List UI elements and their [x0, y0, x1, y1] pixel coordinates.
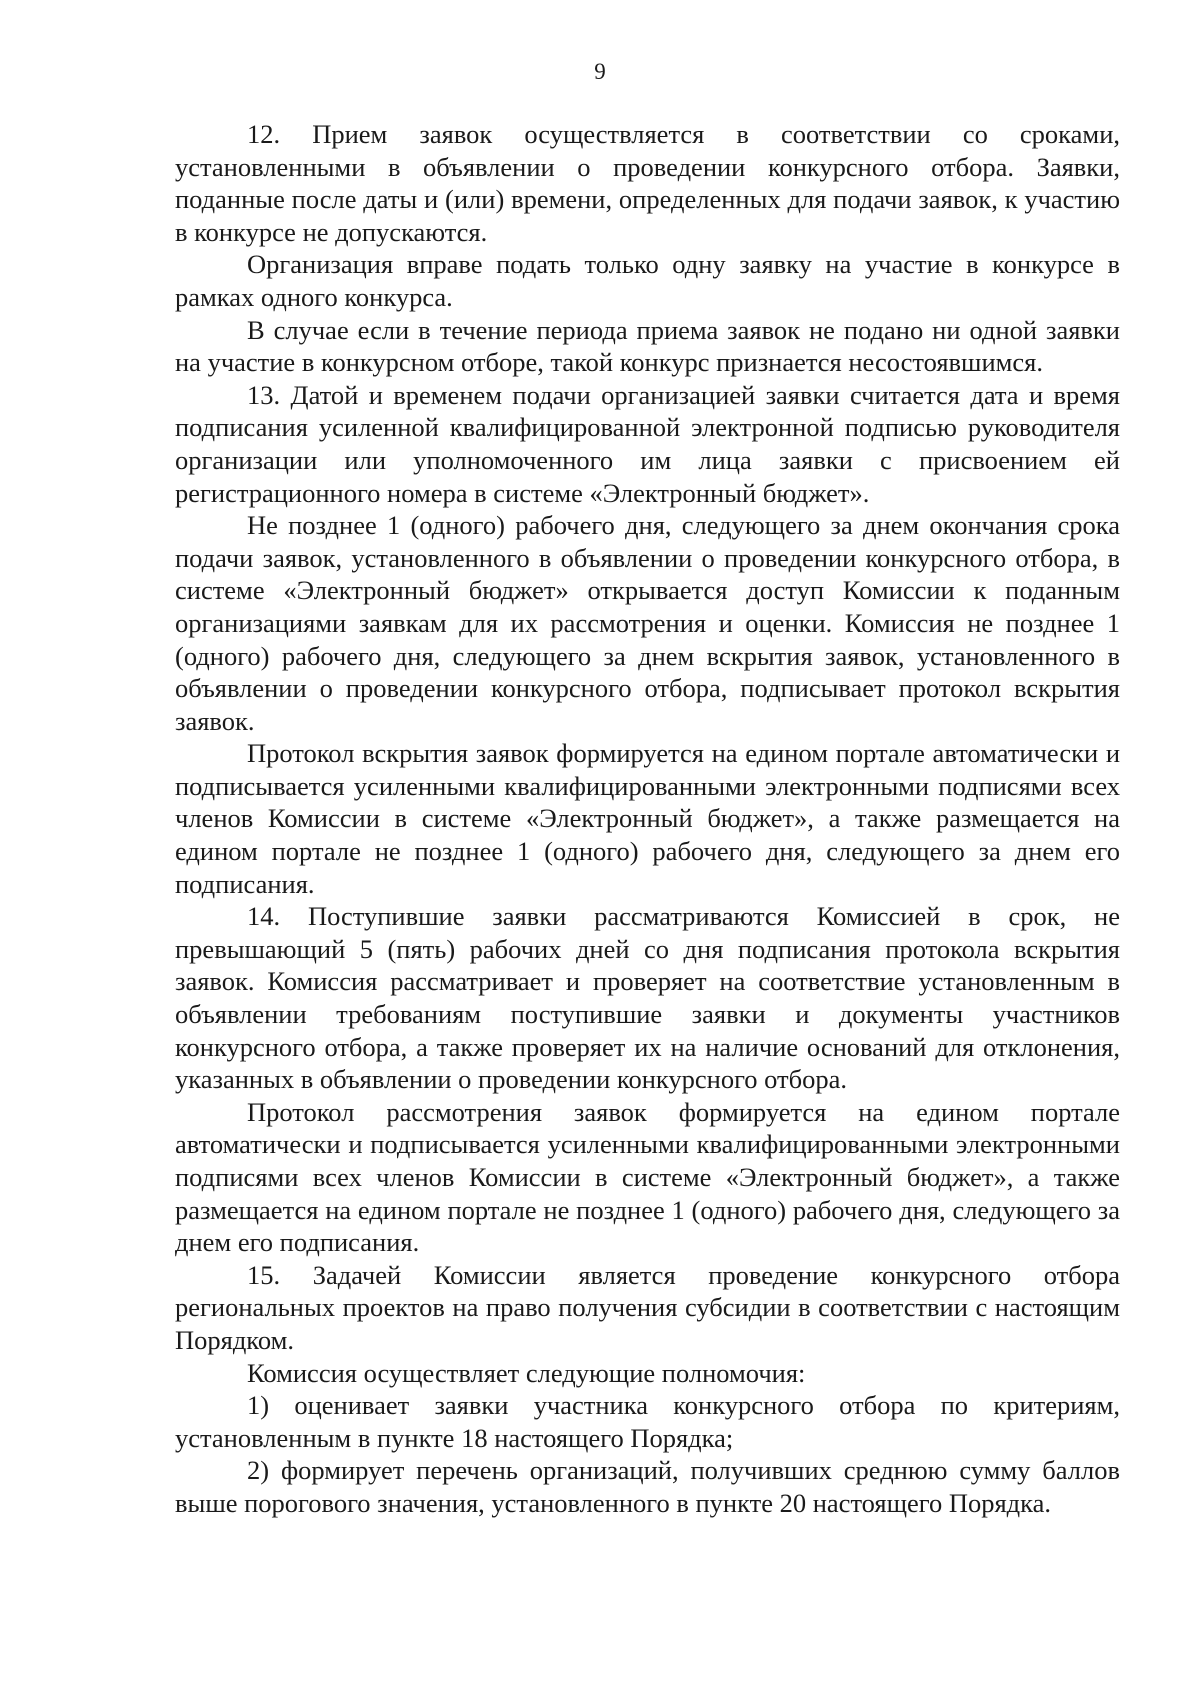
paragraph-15-commission-task: 15. Задачей Комиссии является проведение конкурсного отбора региональных проектов на право получения субсидии в соответствии с настоящим Порядком.: [175, 1259, 1120, 1355]
paragraph-opening-protocol: Протокол вскрытия заявок формируется на едином портале автоматически и подписывается усиленными квалифицированными электронными подписями всех членов Комиссии в системе «Электронный бюджет», а также размещается на едином портале не позднее 1 (одного) рабочего дня, следующего за днем его подписания.: [175, 738, 1120, 899]
paragraph-13-submission-date: 13. Датой и временем подачи организацией заявки считается дата и время подписания усиленной квалифицированной электронной подписью руководителя организации или уполномоченного им лица заявки с присвоением ей регистрационного номера в системе «Электронный бюджет».: [175, 379, 1120, 508]
paragraph-commission-powers: Комиссия осуществляет следующие полномочия:: [247, 1357, 806, 1388]
paragraph-14-review: 14. Поступившие заявки рассматриваются Комиссией в срок, не превышающий 5 (пять) рабочих дней со дня подписания протокола вскрытия заявок. Комиссия рассматривает и проверяет на соответствие установленным в объявлении требованиям поступившие заявки и документы участников конкурсного отбора, а также проверяет их на наличие оснований для отклонения, указанных в объявлении о проведении конкурсного отбора.: [175, 901, 1120, 1095]
document-body: [175, 118, 1120, 1520]
paragraph-review-protocol: Протокол рассмотрения заявок формируется на едином портале автоматически и подписывается усиленными квалифицированными электронными подписями всех членов Комиссии в системе «Электронный бюджет», а также размещается на едином портале не позднее 1 (одного) рабочего дня, следующего за днем его подписания.: [175, 1096, 1120, 1258]
page-number: 9: [594, 59, 606, 84]
list-item-1: 1) оценивает заявки участника конкурсного отбора по критериям, установленным в пункте 18 настоящего Порядка;: [175, 1390, 1120, 1453]
paragraph-12-intake: 12. Прием заявок осуществляется в соответствии со сроками, установленными в объявлении о проведении конкурсного отбора. Заявки, поданные после даты и (или) времени, определенных для подачи заявок, к участию в конкурсе не допускаются.: [175, 119, 1120, 247]
list-item-2: 2) формирует перечень организаций, получивших среднюю сумму баллов выше порогового значения, установленного в пункте 20 настоящего Порядка.: [175, 1455, 1120, 1518]
paragraph-single-application: Организация вправе подать только одну заявку на участие в конкурсе в рамках одного конкурса.: [175, 249, 1120, 312]
paragraph-access-to-applications: Не позднее 1 (одного) рабочего дня, следующего за днем окончания срока подачи заявок, установленного в объявлении о проведении конкурсного отбора, в системе «Электронный бюджет» открывается доступ Комиссии к поданным организациями заявкам для их рассмотрения и оценки. Комиссия не позднее 1 (одного) рабочего дня, следующего за днем вскрытия заявок, установленного в объявлении о проведении конкурсного отбора, подписывает протокол вскрытия заявок.: [175, 510, 1120, 736]
paragraph-failed-contest: В случае если в течение периода приема заявок не подано ни одной заявки на участие в конкурсном отборе, такой конкурс признается несостоявшимся.: [175, 314, 1120, 378]
